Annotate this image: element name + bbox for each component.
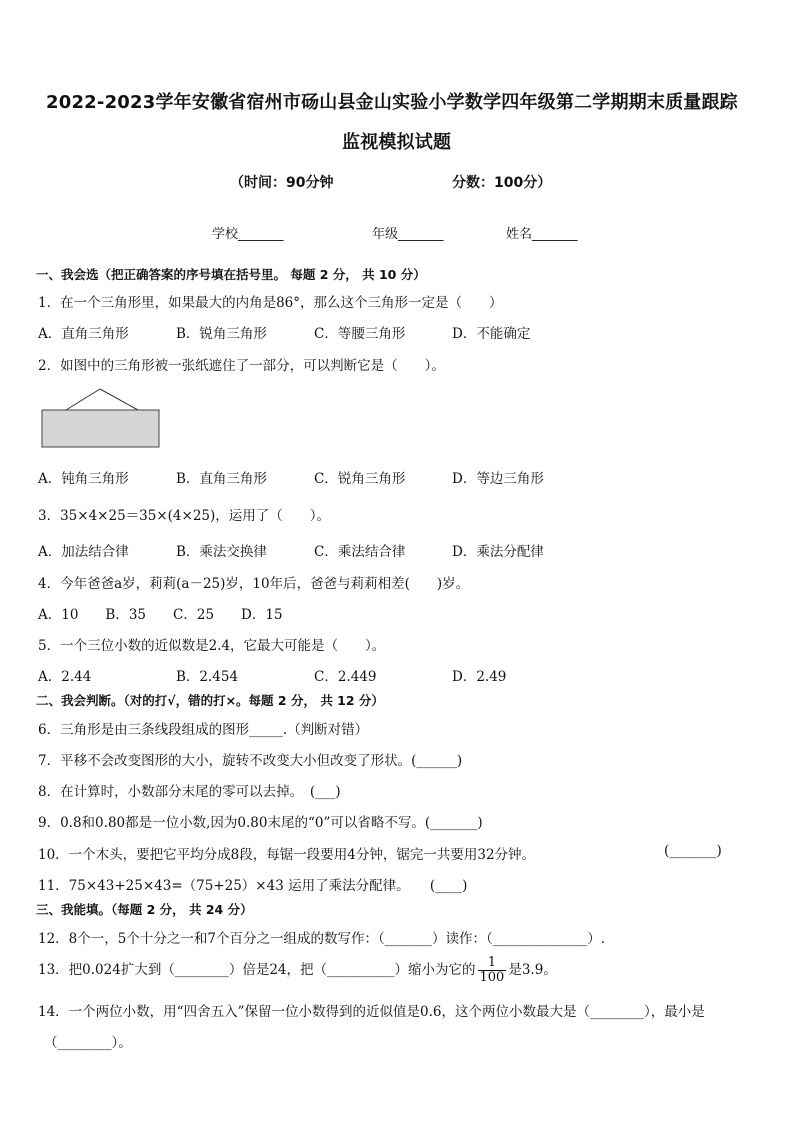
name-field: 姓名_______ <box>506 227 578 242</box>
triangle-side-right <box>100 389 138 410</box>
question-4: 4．今年爸爸a岁，莉莉(a－25)岁，10年后，爸爸与莉莉相差( )岁。 <box>38 576 470 592</box>
options-4: A．10 B．35 C．25 D．15 <box>38 607 283 623</box>
exam-score: 分数：100分） <box>452 175 552 191</box>
page-title-line2: 监视模拟试题 <box>342 132 452 153</box>
fraction-denominator: 100 <box>479 970 505 985</box>
option-2a: A．钝角三角形 <box>38 471 129 487</box>
question-2: 2．如图中的三角形被一张纸遮住了一部分，可以判断它是（ ）。 <box>38 358 445 374</box>
option-3a: A．加法结合律 <box>38 544 129 560</box>
question-6: 6．三角形是由三条线段组成的图形_____.（判断对错） <box>38 722 369 738</box>
question-1: 1．在一个三角形里，如果最大的内角是86°，那么这个三角形一定是（ ） <box>38 295 503 311</box>
question-13 <box>38 955 557 985</box>
option-5b: B．2.454 <box>176 669 239 685</box>
option-5d: D．2.49 <box>452 669 507 685</box>
grade-field: 年级_______ <box>372 227 444 242</box>
question-12: 12．8个一，5个十分之一和7个百分之一组成的数写作：（_______）读作：（______________）. <box>38 931 605 947</box>
question-5: 5．一个三位小数的近似数是2.4，它最大可能是（ ）。 <box>38 638 386 654</box>
question-10-blank: (_______) <box>664 843 722 859</box>
exam-time: （时间：90分钟 <box>230 175 334 191</box>
option-1d: D．不能确定 <box>452 326 531 342</box>
option-3d: D．乘法分配律 <box>452 544 544 560</box>
question-3: 3．35×4×25＝35×(4×25)，运用了（ ）。 <box>38 508 331 524</box>
option-3b: B．乘法交换律 <box>176 544 267 560</box>
question-13-text: 13．把0.024扩大到（________）倍是24，把（__________）缩小为它的 <box>38 962 476 978</box>
option-1c: C．等腰三角形 <box>314 326 406 342</box>
option-1a: A．直角三角形 <box>38 326 129 342</box>
option-2d: D．等边三角形 <box>452 471 544 487</box>
question-10: 10．一个木头，要把它平均分成8段，每锯一段要用4分钟，锯完一共要用32分钟。 <box>38 847 536 863</box>
option-2b: B．直角三角形 <box>176 471 267 487</box>
section-heading-choice: 一、我会选（把正确答案的序号填在括号里。 每题 2 分， 共 10 分） <box>36 267 426 282</box>
question-7: 7．平移不会改变图形的大小，旋转不改变大小但改变了形状。(______) <box>38 753 463 769</box>
covering-paper <box>42 410 159 447</box>
fraction-numerator: 1 <box>478 956 507 971</box>
question-9: 9．0.8和0.80都是一位小数,因为0.80末尾的“0”可以省略不写。(_______) <box>38 815 483 831</box>
option-1b: B．锐角三角形 <box>176 326 267 342</box>
question-14-line1: 14．一个两位小数，用“四舍五入”保留一位小数得到的近似值是0.6，这个两位小数最大是（________），最小是 <box>38 1004 705 1020</box>
question-11: 11．75×43+25×43=（75+25）×43 运用了乘法分配律。 (____) <box>38 878 468 894</box>
page-title-line1: 2022-2023学年安徽省宿州市砀山县金山实验小学数学四年级第二学期期末质量跟踪 <box>46 92 738 113</box>
section-heading-fill: 三、我能填。（每题 2 分， 共 24 分） <box>36 902 253 917</box>
option-5a: A．2.44 <box>38 669 92 685</box>
option-3c: C．乘法结合律 <box>314 544 406 560</box>
covered-triangle-figure <box>38 386 164 452</box>
question-14-line2: （________）。 <box>44 1035 132 1051</box>
triangle-side-left <box>66 389 100 410</box>
question-8: 8．在计算时，小数部分末尾的零可以去掉。 (___) <box>38 784 341 800</box>
section-heading-judge: 二、我会判断。（对的打√，错的打×。每题 2 分， 共 12 分） <box>36 693 384 708</box>
question-13-text-end: 是3.9。 <box>508 962 557 978</box>
option-5c: C．2.449 <box>314 669 377 685</box>
option-2c: C．锐角三角形 <box>314 471 406 487</box>
school-field: 学校_______ <box>212 227 284 242</box>
fraction-one-hundredth <box>478 956 507 985</box>
